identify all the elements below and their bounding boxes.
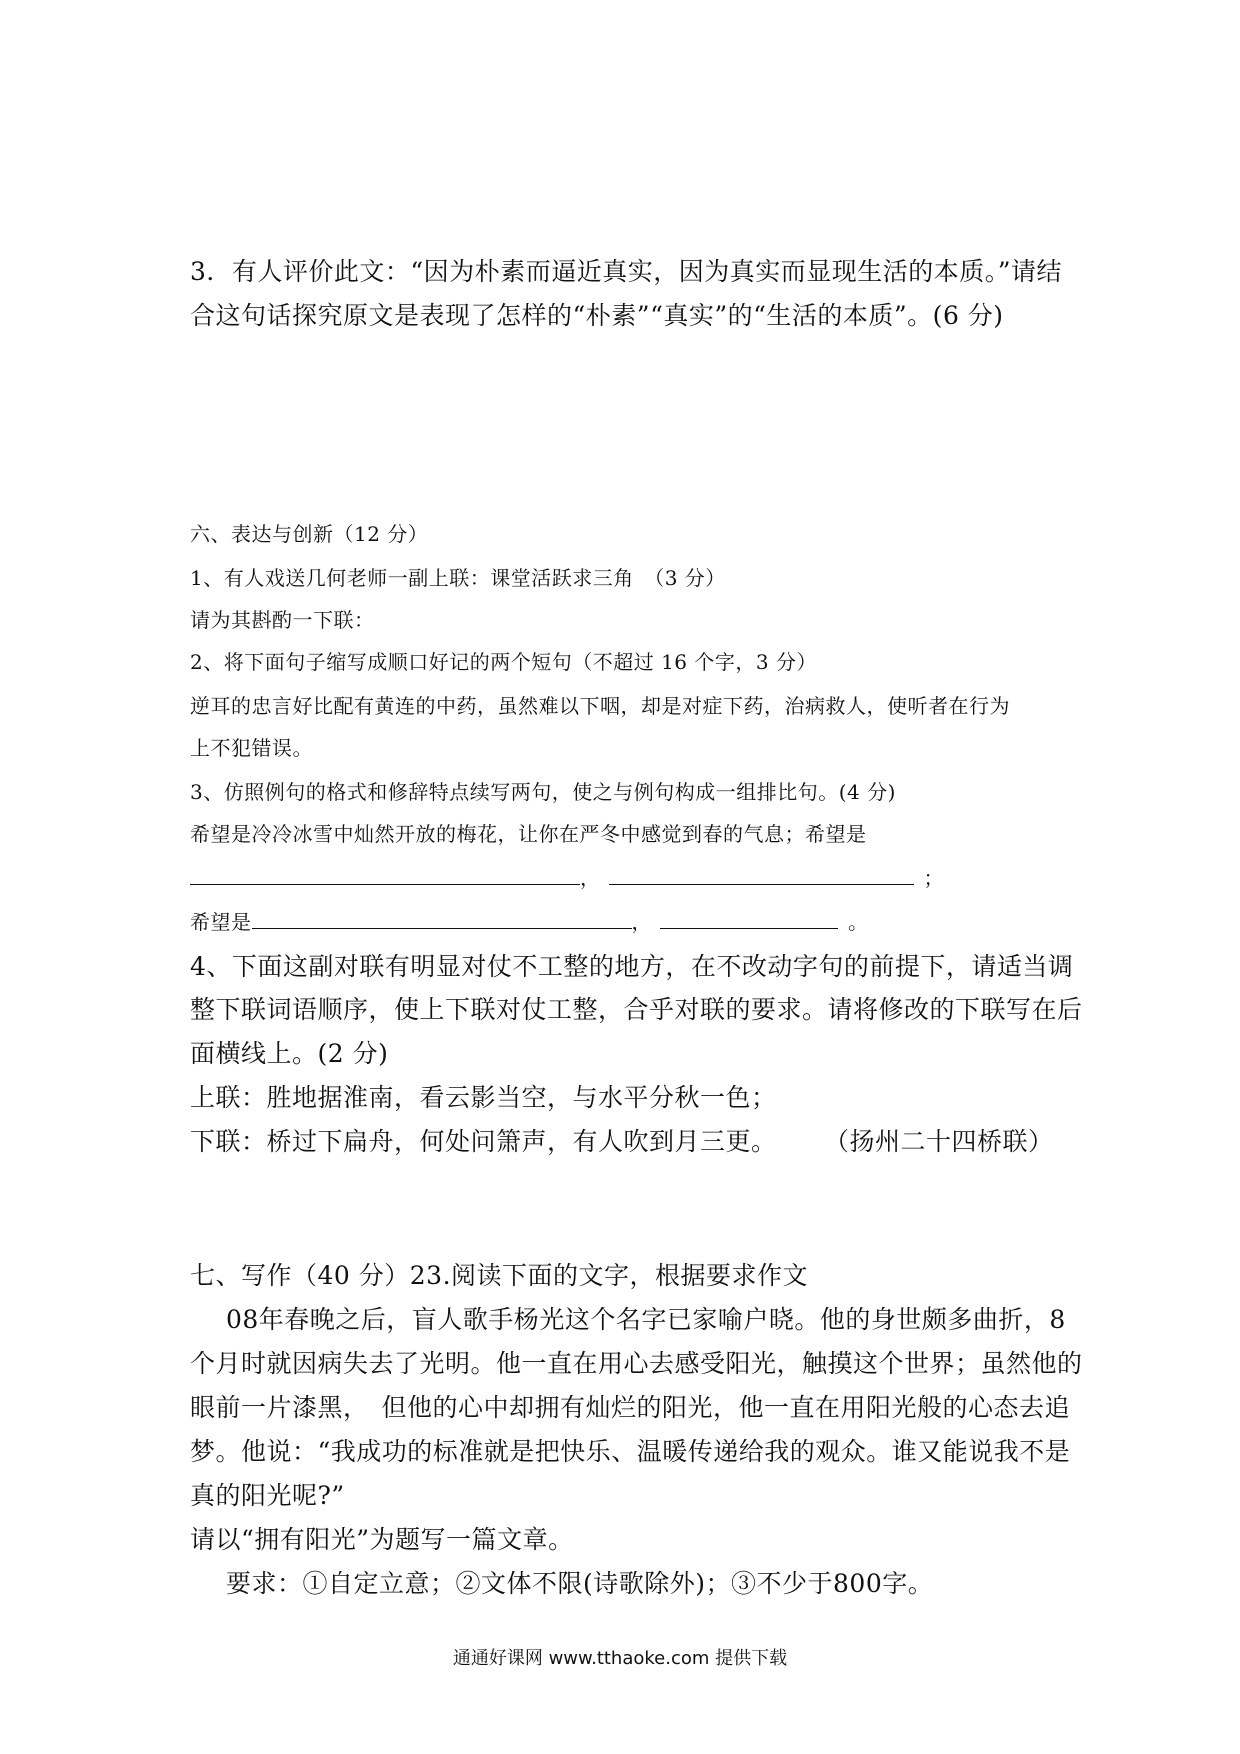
- period: 。: [848, 910, 869, 934]
- item-4-line-3: 面横线上。(2 分): [190, 1039, 389, 1068]
- passage-line-1: 08年春晚之后，盲人歌手杨光这个名字已家喻户晓。他的身世颇多曲折，8: [226, 1305, 1066, 1334]
- hope-prefix: 希望是: [190, 910, 252, 934]
- item-4-line-1: 4、下面这副对联有明显对仗不工整的地方，在不改动字句的前提下，请适当调: [190, 952, 1074, 981]
- passage-line-2: 个月时就因病失去了光明。他一直在用心去感受阳光，触摸这个世界；虽然他的: [190, 1349, 1083, 1378]
- item-3-example: 希望是冷冷冰雪中灿然开放的梅花，让你在严冬中感觉到春的气息；希望是: [190, 822, 867, 846]
- item-2-text-1: 逆耳的忠言好比配有黄连的中药，虽然难以下咽，却是对症下药，治病救人，使听者在行为: [190, 694, 1010, 718]
- upper-couplet: 上联：胜地据淮南，看云影当空，与水平分秋一色；: [190, 1083, 777, 1112]
- item-3-blank-row-2: [190, 906, 869, 935]
- lower-couplet-text: 下联：桥过下扁舟，何处问箫声，有人吹到月三更。: [190, 1127, 777, 1156]
- writing-requirements: 要求：①自定立意；②文体不限(诗歌除外)；③不少于800字。: [226, 1569, 934, 1598]
- item-1: 1、有人戏送几何老师一副上联：课堂活跃求三角 （3 分）: [190, 566, 726, 590]
- comma: ，: [580, 866, 601, 890]
- item-3-blank-row-1: [190, 862, 944, 891]
- lower-couplet-note: （扬州二十四桥联）: [836, 1127, 1054, 1156]
- q3-line-2: 合这句话探究原文是表现了怎样的“朴素”“真实”的“生活的本质”。(6 分): [190, 301, 1004, 330]
- answer-blank[interactable]: [190, 862, 580, 885]
- passage-line-4: 梦。他说：“我成功的标准就是把快乐、温暖传递给我的观众。谁又能说我不是: [190, 1437, 1071, 1466]
- lower-couplet: [190, 1122, 1054, 1158]
- q3-line-1: 3．有人评价此文：“因为朴素而逼近真实，因为真实而显现生活的本质。”请结: [190, 257, 1062, 286]
- section-7-heading: 七、写作（40 分）23.阅读下面的文字，根据要求作文: [190, 1261, 809, 1290]
- section-6-heading: 六、表达与创新（12 分）: [190, 522, 429, 546]
- footer-download-note: 通通好课网 www.tthaoke.com 提供下载: [452, 1648, 788, 1669]
- passage-line-3: 眼前一片漆黑， 但他的心中却拥有灿烂的阳光，他一直在用阳光般的心态去追: [190, 1393, 1071, 1422]
- item-1-prompt: 请为其斟酌一下联：: [190, 608, 375, 632]
- answer-blank[interactable]: [252, 906, 632, 929]
- answer-blank[interactable]: [660, 906, 838, 929]
- semicolon: ；: [923, 866, 944, 890]
- item-2-text-2: 上不犯错误。: [190, 736, 313, 760]
- comma: ，: [631, 910, 652, 934]
- writing-task: 请以“拥有阳光”为题写一篇文章。: [190, 1525, 574, 1554]
- answer-blank[interactable]: [609, 862, 914, 885]
- item-3: 3、仿照例句的格式和修辞特点续写两句，使之与例句构成一组排比句。(4 分): [190, 780, 896, 804]
- item-4-line-2: 整下联词语顺序，使上下联对仗工整，合乎对联的要求。请将修改的下联写在后: [190, 995, 1083, 1024]
- passage-line-5: 真的阳光呢?”: [190, 1481, 345, 1510]
- item-2: 2、将下面句子缩写成顺口好记的两个短句（不超过 16 个字，3 分）: [190, 650, 817, 674]
